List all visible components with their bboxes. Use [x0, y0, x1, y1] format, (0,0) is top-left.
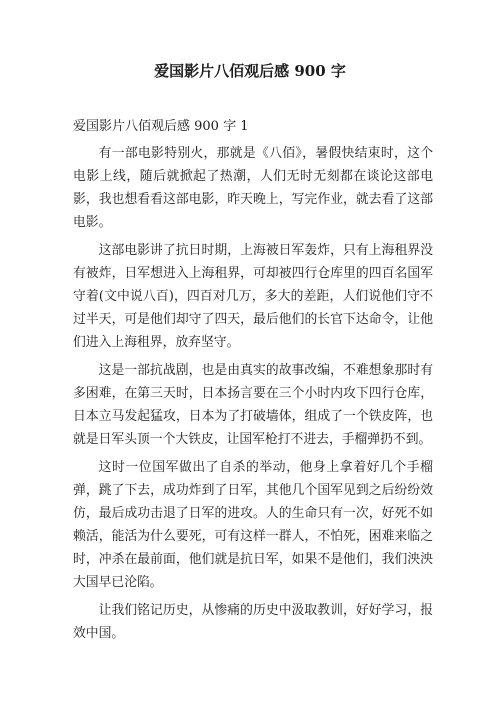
document-title: 爱国影片八佰观后感 900 字 [154, 62, 346, 80]
section-heading: 爱国影片八佰观后感 900 字 1 [73, 119, 249, 134]
paragraph: 这部电影讲了抗日时期，上海被日军轰炸，只有上海租界没有被炸，日军想进入上海租界，可却被四行仓库里的四百名国军守着(文中说八百)，四百对几万，多大的差距，人们说他们守不过半天，可是他们却守了四天，最后他们的长官下达命令，让他们进入上海租界，放弃坚守。 [73, 243, 433, 350]
document-body [73, 142, 433, 650]
paragraph: 这是一部抗战剧，也是由真实的故事改编，不难想象那时有多困难，在第三天时，日本扬言要在三个小时内攻下四行仓库，日本立马发起猛攻，日本为了打破墙体，组成了一个铁皮阵，也就是日军头顶一个大铁皮，让国军枪打不进去，手榴弹扔不到。 [73, 363, 433, 447]
paragraph: 让我们铭记历史，从惨痛的历史中汲取教训，好好学习，报效中国。 [73, 603, 433, 641]
paragraph: 这时一位国军做出了自杀的举动，他身上拿着好几个手榴弹，跳了下去，成功炸到了日军，其他几个国军见到之后纷纷效仿，最后成功击退了日军的进攻。人的生命只有一次，好死不如赖活，能活为什么要死，可有这样一群人，不怕死，困难来临之时，冲杀在最前面，他们就是抗日军，如果不是他们，我们泱泱大国早已沦陷。 [73, 460, 433, 590]
paragraph: 有一部电影特别火，那就是《八佰》，暑假快结束时，这个电影上线，随后就掀起了热潮，人们无时无刻都在谈论这部电影，我也想看看这部电影，昨天晚上，写完作业，就去看了这部电影。 [73, 146, 433, 230]
